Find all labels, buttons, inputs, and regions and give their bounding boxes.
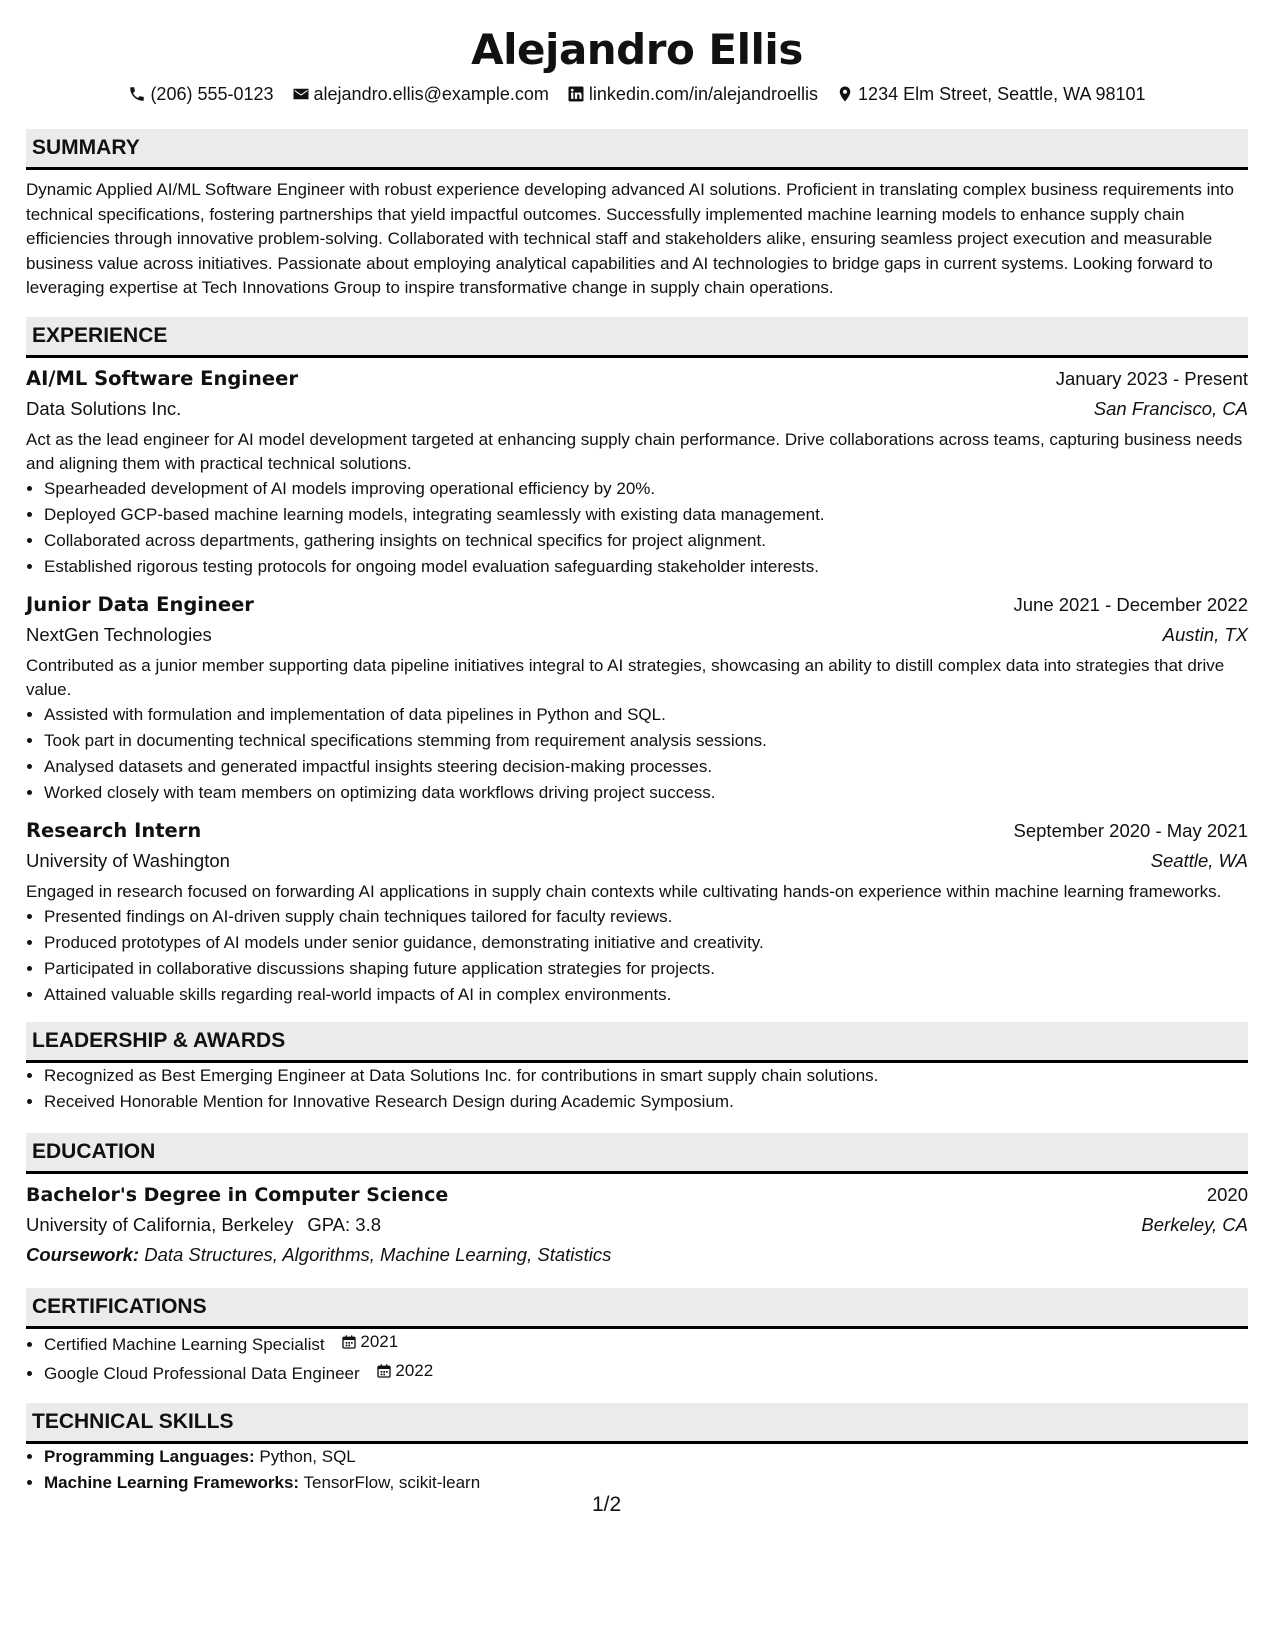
job-dates: September 2020 - May 2021 <box>1013 819 1248 841</box>
contact-linkedin <box>567 84 818 105</box>
list-item: • Attained valuable skills regarding real-world impacts of AI in complex environments. <box>44 982 1248 1008</box>
section-header-experience: EXPERIENCE <box>26 317 1248 358</box>
job-title: Junior Data Engineer <box>26 592 254 616</box>
job-description: Engaged in research focused on forwarding AI applications in supply chain contexts while cultivating hands-on experience within machine learning frameworks. <box>26 881 1222 901</box>
list-item: • Participated in collaborative discussions shaping future application strategies for projects. <box>44 956 1248 982</box>
linkedin-text: linkedin.com/in/alejandroellis <box>588 83 819 104</box>
resume-page <box>26 0 1248 1496</box>
cert-name: Certified Machine Learning Specialist <box>44 1334 325 1354</box>
list-item: • Deployed GCP-based machine learning models, integrating seamlessly with existing data management. <box>44 502 1248 528</box>
graduation-year: 2020 <box>1206 1183 1248 1205</box>
coursework-text: Data Structures, Algorithms, Machine Learning, Statistics <box>144 1243 612 1265</box>
experience-entry <box>26 816 1248 1008</box>
company-name: NextGen Technologies <box>26 623 212 645</box>
coursework-label: Coursework: <box>26 1243 140 1265</box>
contact-address <box>836 84 1146 105</box>
job-dates: January 2023 - Present <box>1055 367 1248 389</box>
job-title: Research Intern <box>26 818 202 842</box>
contact-bar <box>26 80 1248 108</box>
phone-icon <box>128 85 146 103</box>
list-item <box>44 1444 1248 1470</box>
section-header-summary: SUMMARY <box>26 129 1248 170</box>
job-dates: June 2021 - December 2022 <box>1013 593 1248 615</box>
skills-list <box>26 1444 1248 1496</box>
phone-text: (206) 555-0123 <box>150 83 274 104</box>
list-item: • Worked closely with team members on optimizing data workflows driving project success. <box>44 780 1248 806</box>
cert-year-text: 2021 <box>360 1331 399 1351</box>
list-item <box>44 1470 1248 1496</box>
summary-text: Dynamic Applied AI/ML Software Engineer with robust experience developing advanced AI solutions. Proficient in translating complex business requirements into technical specifications, fostering partnerships that yield impactful outcomes. Successfully implemented machine learning models to enhance supply chain efficiencies through innovative problem-solving. Collaborated with technical staff and stakeholders alike, ensuring seamless project execution and measurable business value across initiatives. Passionate about employing analytical capabilities and AI technologies to bridge gaps in current systems. Looking forward to leveraging expertise at Tech Innovations Group to inspire transformative change in supply chain operations. <box>26 180 1234 297</box>
job-title: AI/ML Software Engineer <box>26 366 298 390</box>
linkedin-icon <box>567 85 585 103</box>
certifications-list <box>26 1329 1248 1387</box>
cert-year <box>376 1358 433 1384</box>
list-item <box>44 1329 1248 1358</box>
calendar-icon <box>376 1363 392 1379</box>
list-item: • Took part in documenting technical specifications stemming from requirement analysis sessions. <box>44 728 1248 754</box>
school-name: University of California, Berkeley <box>26 1213 294 1235</box>
job-bullets <box>26 702 1248 806</box>
page-number: 1/2 <box>592 1493 622 1516</box>
cert-name: Google Cloud Professional Data Engineer <box>44 1363 360 1383</box>
list-item: • Assisted with formulation and implementation of data pipelines in Python and SQL. <box>44 702 1248 728</box>
job-description: Act as the lead engineer for AI model development targeted at enhancing supply chain performance. Drive collaborations across teams, capturing business needs and aligning them with practical technical solutions. <box>26 429 1243 473</box>
list-item: • Established rigorous testing protocols for ongoing model evaluation safeguarding stakeholder interests. <box>44 554 1248 580</box>
list-item: • Recognized as Best Emerging Engineer at Data Solutions Inc. for contributions in smart supply chain solutions. <box>44 1063 1248 1089</box>
experience-entry <box>26 590 1248 806</box>
gpa: GPA: 3.8 <box>307 1213 382 1235</box>
company-name: University of Washington <box>26 849 230 871</box>
list-item: • Spearheaded development of AI models improving operational efficiency by 20%. <box>44 476 1248 502</box>
skill-label: Machine Learning Frameworks: <box>44 1472 300 1492</box>
list-item: • Received Honorable Mention for Innovative Research Design during Academic Symposium. <box>44 1089 1248 1115</box>
job-bullets <box>26 476 1248 580</box>
envelope-icon <box>292 85 310 103</box>
list-item: • Produced prototypes of AI models under senior guidance, demonstrating initiative and creativity. <box>44 930 1248 956</box>
list-item: • Analysed datasets and generated impactful insights steering decision-making processes. <box>44 754 1248 780</box>
contact-phone <box>128 84 273 105</box>
cert-year <box>341 1329 398 1355</box>
coursework <box>26 1240 1248 1270</box>
job-bullets <box>26 904 1248 1008</box>
skill-label: Programming Languages: <box>44 1446 255 1466</box>
school-line <box>26 1210 381 1240</box>
email-text: alejandro.ellis@example.com <box>313 83 549 104</box>
address-text: 1234 Elm Street, Seattle, WA 98101 <box>858 83 1146 104</box>
map-pin-icon <box>836 85 854 103</box>
contact-email <box>292 84 549 105</box>
list-item: • Collaborated across departments, gathering insights on technical specifics for project alignment. <box>44 528 1248 554</box>
calendar-icon <box>341 1334 357 1350</box>
section-header-education: EDUCATION <box>26 1133 1248 1174</box>
experience-entry <box>26 364 1248 580</box>
list-item <box>44 1358 1248 1387</box>
section-header-leadership: LEADERSHIP & AWARDS <box>26 1022 1248 1063</box>
company-name: Data Solutions Inc. <box>26 397 182 419</box>
job-description: Contributed as a junior member supporting data pipeline initiatives integral to AI strategies, showcasing an ability to distill complex data into strategies that drive value. <box>26 655 1225 699</box>
candidate-name: Alejandro Ellis <box>471 25 803 74</box>
degree-title: Bachelor's Degree in Computer Science <box>26 1183 449 1206</box>
education-entry <box>26 1180 1248 1270</box>
skill-value: TensorFlow, scikit-learn <box>303 1472 481 1492</box>
section-header-certifications: CERTIFICATIONS <box>26 1288 1248 1329</box>
skill-value: Python, SQL <box>259 1446 356 1466</box>
job-location: Seattle, WA <box>1150 849 1248 871</box>
school-location: Berkeley, CA <box>1141 1213 1248 1235</box>
job-location: Austin, TX <box>1162 623 1248 645</box>
list-item: • Presented findings on AI-driven supply chain techniques tailored for faculty reviews. <box>44 904 1248 930</box>
leadership-list <box>26 1063 1248 1115</box>
section-header-skills: TECHNICAL SKILLS <box>26 1403 1248 1444</box>
job-location: San Francisco, CA <box>1093 397 1248 419</box>
cert-year-text: 2022 <box>395 1360 434 1380</box>
